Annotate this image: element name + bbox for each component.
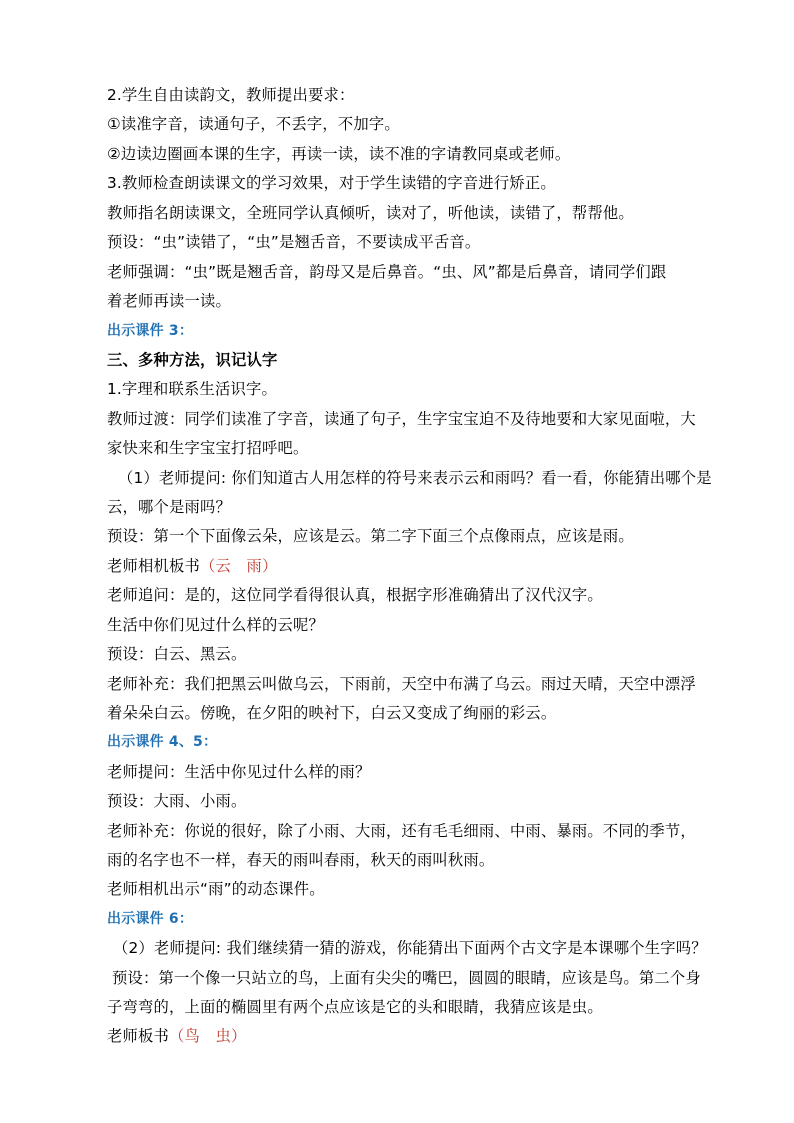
teacher-emphasis-cont: 着老师再读一读。 (107, 292, 231, 310)
rain-courseware-note: 老师相机出示“雨”的动态课件。 (107, 880, 325, 898)
board-writing-label-2: 老师板书 (107, 1027, 169, 1045)
teacher-transition-cont: 家快来和生字宝宝打招呼吧。 (107, 439, 309, 457)
teacher-supplement-clouds-cont: 着朵朵白云。傍晚，在夕阳的映衬下，白云又变成了绚丽的彩云。 (107, 704, 557, 722)
board-writing-chars: （云 雨） (199, 557, 278, 575)
question-2: （2）老师提问: 我们继续猜一猜的游戏，你能猜出下面两个古文字是本课哪个生字吗？ (113, 939, 707, 957)
teacher-supplement-rain-cont: 雨的名字也不一样，春天的雨叫春雨，秋天的雨叫秋雨。 (107, 851, 495, 869)
preset-clouds: 预设：白云、黑云。 (107, 645, 247, 663)
question-1-cont: 云，哪个是雨吗？ (107, 498, 231, 516)
courseware-label-4-5: 出示课件 4、5： (107, 734, 218, 750)
requirement-1: ①读准字音，读通句子，不丢字，不加字。 (107, 115, 400, 133)
teacher-supplement-clouds: 老师补充：我们把黑云叫做乌云，下雨前，天空中布满了乌云。雨过天晴，天空中漂浮 (107, 675, 696, 693)
step-2-paragraph: 2.学生自由读韵文，教师提出要求： (107, 86, 355, 104)
step-3-paragraph: 3.教师检查朗读课文的学习效果，对于学生读错的字音进行矫正。 (107, 174, 556, 192)
teacher-emphasis: 老师强调：“虫”既是翘舌音，韵母又是后鼻音。“虫、风”都是后鼻音，请同学们跟 (107, 263, 667, 281)
board-writing-label: 老师相机板书 (107, 557, 200, 575)
teacher-supplement-rain: 老师补充：你说的很好，除了小雨、大雨，还有毛毛细雨、中雨、暴雨。不同的季节， (107, 822, 696, 840)
courseware-label-3: 出示课件 3： (107, 323, 194, 339)
requirement-2: ②边读边圈画本课的生字，再读一读，读不准的字请教同桌或老师。 (107, 145, 571, 163)
teacher-followup: 老师追问：是的，这位同学看得很认真，根据字形准确猜出了汉代汉字。 (107, 586, 603, 604)
question-1: （1）老师提问: 你们知道古人用怎样的符号来表示云和雨吗？看一看，你能猜出哪个是 (118, 469, 712, 487)
rain-question: 老师提问：生活中你见过什么样的雨？ (107, 763, 371, 781)
cloud-question: 生活中你们见过什么样的云呢？ (107, 616, 324, 634)
preset-bird-insect: 预设：第一个像一只站立的鸟，上面有尖尖的嘴巴，圆圆的眼睛，应该是鸟。第二个身 (112, 969, 701, 987)
step-1-paragraph: 1.字理和联系生活识字。 (107, 380, 277, 398)
preset-rain: 预设：大雨、小雨。 (107, 792, 247, 810)
board-writing-chars-2: （鸟 虫） (169, 1027, 247, 1045)
preset-answer-cloud-rain: 预设：第一个下面像云朵，应该是云。第二字下面三个点像雨点，应该是雨。 (107, 527, 634, 545)
teacher-instruction: 教师指名朗读课文，全班同学认真倾听，读对了，听他读，读错了，帮帮他。 (107, 204, 634, 222)
preset-answer: 预设：“虫”读错了，“虫”是翘舌音，不要读成平舌音。 (107, 233, 481, 251)
board-writing-line-2 (107, 1026, 734, 1046)
courseware-label-6: 出示课件 6： (107, 911, 194, 927)
preset-bird-insect-cont: 子弯弯的，上面的椭圆里有两个点应该是它的头和眼睛，我猜应该是虫。 (107, 998, 603, 1016)
board-writing-line-1 (107, 556, 734, 576)
teacher-transition: 教师过渡：同学们读准了字音，读通了句子，生字宝宝迫不及待地要和大家见面啦，大 (107, 410, 696, 428)
section-heading-3: 三、多种方法，识记认字 (107, 351, 278, 369)
